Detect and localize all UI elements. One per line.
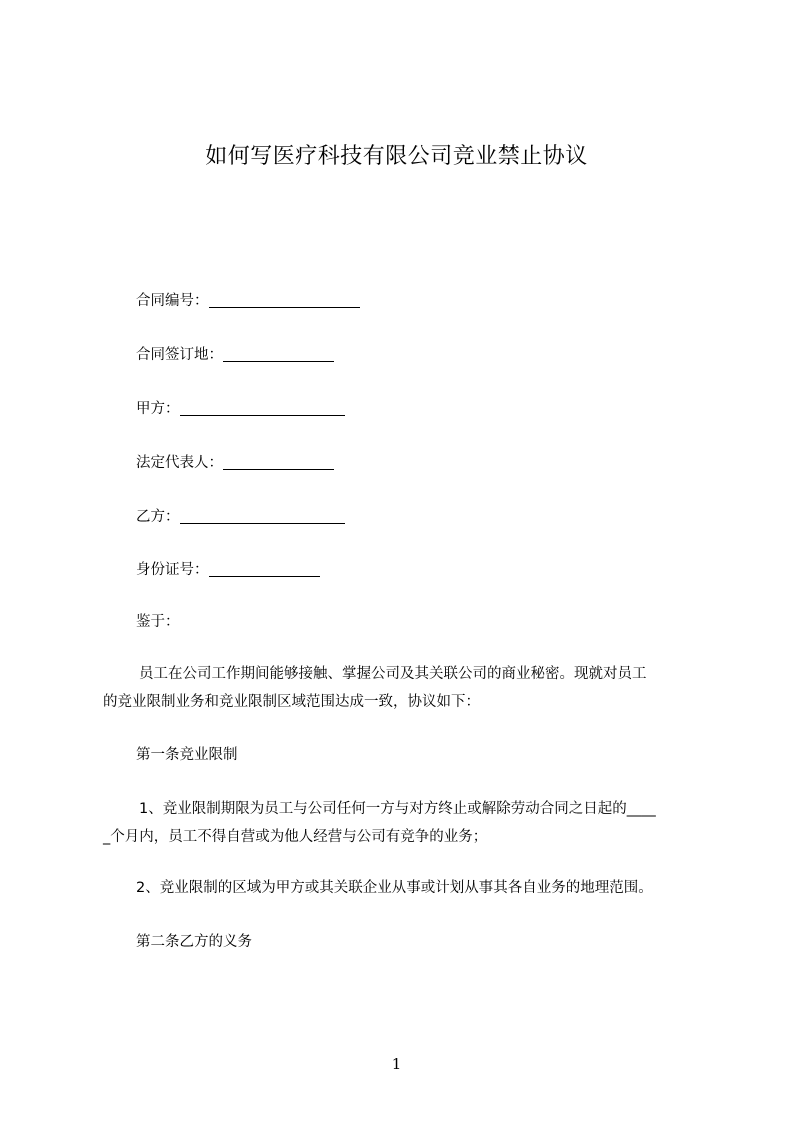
intro-line-1: 员工在公司工作期间能够接触、掌握公司及其关联公司的商业秘密。现就对员工 bbox=[139, 666, 647, 682]
whereas-heading: 鉴于： bbox=[136, 614, 180, 630]
contract-number-field bbox=[136, 291, 360, 311]
clause-2-paragraph: 2、竞业限制的区域为甲方或其关联企业从事或计划从事其各自业务的地理范围。 bbox=[136, 880, 653, 896]
party-a-label: 甲方： bbox=[136, 401, 180, 417]
page-number: 1 bbox=[391, 1055, 402, 1073]
clause-1-line-1: 1、竞业限制期限为员工与公司任何一方与对方终止或解除劳动合同之日起的____ bbox=[139, 801, 656, 817]
id-number-label: 身份证号： bbox=[136, 562, 209, 578]
party-b-label: 乙方： bbox=[136, 509, 180, 525]
article-1-heading: 第一条竞业限制 bbox=[136, 747, 238, 763]
party-a-blank[interactable] bbox=[180, 401, 345, 416]
id-number-blank[interactable] bbox=[209, 562, 320, 577]
legal-representative-field bbox=[136, 453, 334, 473]
signing-place-field bbox=[136, 345, 334, 365]
signing-place-blank[interactable] bbox=[223, 347, 334, 362]
signing-place-label: 合同签订地： bbox=[136, 347, 223, 363]
party-a-field bbox=[136, 399, 345, 419]
clause-1-paragraph bbox=[103, 795, 703, 851]
clause-1-line-2: _个月内，员工不得自营或为他人经营与公司有竞争的业务； bbox=[103, 829, 488, 845]
party-b-blank[interactable] bbox=[180, 509, 345, 524]
document-title: 如何写医疗科技有限公司竞业禁止协议 bbox=[205, 144, 588, 169]
contract-number-label: 合同编号： bbox=[136, 293, 209, 309]
intro-paragraph bbox=[103, 660, 703, 716]
legal-representative-blank[interactable] bbox=[223, 455, 334, 470]
legal-representative-label: 法定代表人： bbox=[136, 455, 223, 471]
id-number-field bbox=[136, 560, 320, 580]
party-b-field bbox=[136, 507, 345, 527]
intro-line-2: 的竞业限制业务和竞业限制区域范围达成一致，协议如下： bbox=[103, 694, 480, 710]
contract-number-blank[interactable] bbox=[209, 293, 360, 308]
article-2-heading: 第二条乙方的义务 bbox=[136, 934, 252, 950]
